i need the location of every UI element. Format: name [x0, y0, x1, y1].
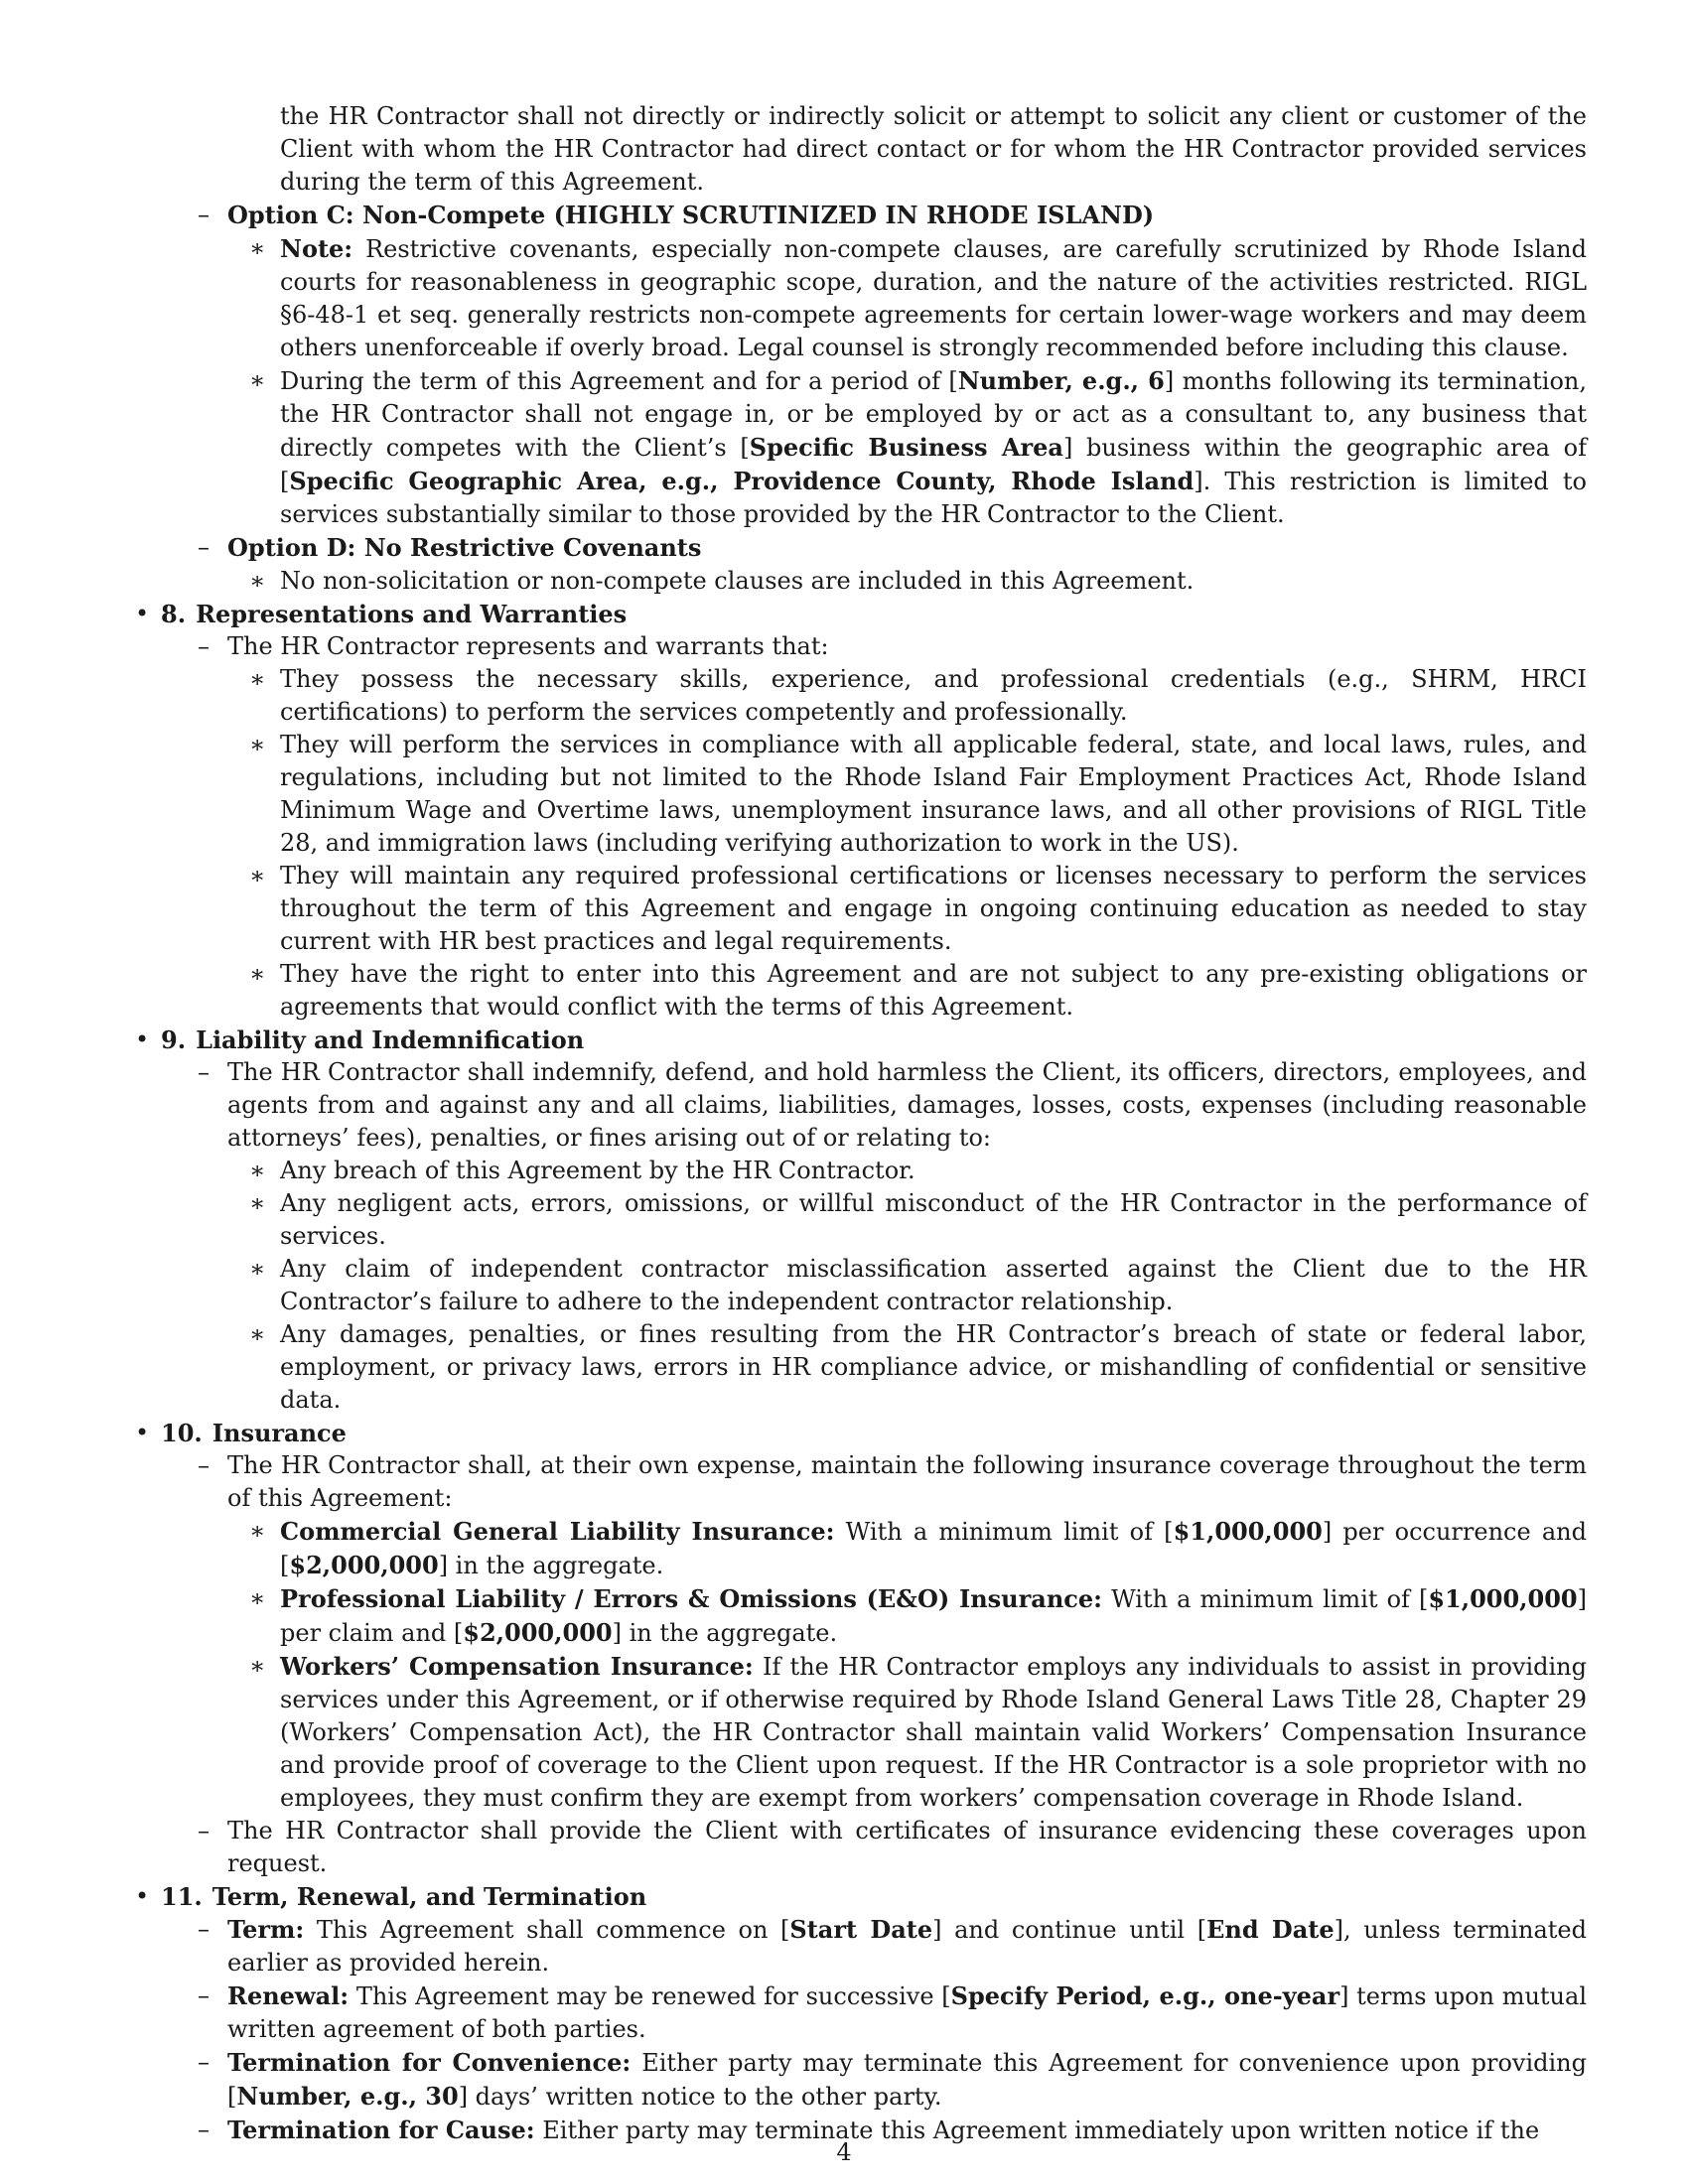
asterisk-marker: ∗ [249, 1255, 266, 1283]
page-number: 4 [836, 2138, 852, 2166]
asterisk-marker: ∗ [249, 567, 266, 595]
option-d-heading: – Option D: No Restrictive Covenants [198, 533, 702, 562]
asterisk-marker: ∗ [249, 960, 266, 988]
asterisk-marker: ∗ [249, 1157, 266, 1184]
section-10-lead: – The HR Contractor shall, at their own expense, maintain the following insurance coverage throughout the term of this Agreement: [198, 1451, 1587, 1512]
dash-marker: – [198, 1451, 210, 1479]
option-c-clause: ∗ During the term of this Agreement and for a period of [Number, e.g., 6] months following its termination, the HR Contractor shall not engage in, or be employed by or act as a consultant to, any business that directly competes with the Client’s [Specific Business Area] business within the geographic area of [Specific Geographic Area, e.g., Providence County, Rhode Island]. This restriction is limited to services substantially similar to those provided by the HR Contractor to the Client. [249, 366, 1588, 528]
insurance-eo: ∗ Professional Liability / Errors & Omissions (E&O) Insurance: With a minimum limit of [$1,000,000] per claim and [$2,000,000] in the aggregate. [249, 1584, 1587, 1647]
asterisk-marker: ∗ [249, 1189, 266, 1217]
insurance-cgl: ∗ Commercial General Liability Insurance: With a minimum limit of [$1,000,000] per occurrence and [$2,000,000] in the aggregate. [249, 1517, 1587, 1579]
dash-marker: – [198, 201, 210, 228]
continuation-paragraph: the HR Contractor shall not directly or indirectly solicit or attempt to solicit any client or customer of the Client with whom the HR Contractor had direct contact or for whom the HR Contractor provided services during the term of this Agreement. [280, 102, 1587, 196]
section-9-item: ∗ Any breach of this Agreement by the HR Contractor. [135, 1155, 1587, 1187]
convenience-clause: – Termination for Convenience: Either party may terminate this Agreement for convenience upon providing [Number, e.g., 30] days’ written notice to the other party. [198, 2048, 1587, 2111]
dash-marker: – [198, 1058, 210, 1086]
option-d-text: ∗ No non-solicitation or non-compete clauses are included in this Agreement. [135, 565, 1587, 598]
bullet-marker: • [135, 1419, 150, 1446]
section-10-certificates: – The HR Contractor shall provide the Client with certificates of insurance evidencing these coverages upon request. [198, 1817, 1587, 1877]
term-clause: – Term: This Agreement shall commence on [Start Date] and continue until [End Date], unless terminated earlier as provided herein. [198, 1915, 1587, 1977]
asterisk-marker: ∗ [249, 1652, 266, 1680]
section-9-lead: – The HR Contractor shall indemnify, defend, and hold harmless the Client, its officers, directors, employees, and agents from and against any and all claims, liabilities, damages, losses, costs, expenses (including reasonable attorneys’ fees), penalties, or fines arising out of or relating to: [198, 1058, 1587, 1152]
asterisk-marker: ∗ [249, 665, 266, 693]
asterisk-marker: ∗ [249, 366, 266, 394]
asterisk-marker: ∗ [249, 1584, 266, 1612]
section-9-item: ∗ Any claim of independent contractor misclassification asserted against the Client due to the HR Contractor’s failure to adhere to the independent contractor relationship. [249, 1255, 1587, 1315]
section-8-heading: • 8. Representations and Warranties [135, 600, 628, 628]
renewal-clause: – Renewal: This Agreement may be renewed for successive [Specify Period, e.g., one-year] terms upon mutual written agreement of both parties. [198, 1981, 1587, 2043]
section-9-item: ∗ Any negligent acts, errors, omissions, or willful misconduct of the HR Contractor in the performance of services. [249, 1189, 1587, 1250]
asterisk-marker: ∗ [249, 1320, 266, 1348]
dash-marker: – [198, 632, 210, 660]
bullet-marker: • [135, 1882, 150, 1910]
asterisk-marker: ∗ [249, 234, 266, 262]
bullet-marker: • [135, 600, 150, 627]
dash-marker: – [198, 1915, 210, 1943]
section-8-lead: – The HR Contractor represents and warrants that: [135, 630, 1587, 663]
asterisk-marker: ∗ [249, 862, 266, 889]
section-8-item: ∗ They have the right to enter into this Agreement and are not subject to any pre-existing obligations or agreements that would conflict with the terms of this Agreement. [249, 960, 1587, 1021]
section-10-heading: • 10. Insurance [135, 1419, 347, 1447]
option-c-note: ∗ Note: Restrictive covenants, especially non-compete clauses, are carefully scrutinized by Rhode Island courts for reasonableness in geographic scope, duration, and the nature of the activities restricted. RIGL §6-48-1 et seq. generally restricts non-compete agreements for certain lower-wage workers and may deem others unenforceable if overly broad. Legal counsel is strongly recommended before including this clause. [249, 234, 1587, 361]
section-9-heading: • 9. Liability and Indemnification [135, 1025, 585, 1054]
section-8-item: ∗ They will perform the services in compliance with all applicable federal, state, and local laws, rules, and regulations, including but not limited to the Rhode Island Fair Employment Practices Act, Rhode Island Minimum Wage and Overtime laws, unemployment insurance laws, and all other provisions of RIGL Title 28, and immigration laws (including verifying authorization to work in the US). [249, 731, 1587, 857]
asterisk-marker: ∗ [249, 731, 266, 758]
dash-marker: – [198, 2048, 210, 2076]
cause-clause: – Termination for Cause: Either party may terminate this Agreement immediately upon written notice if the [198, 2116, 1540, 2144]
asterisk-marker: ∗ [249, 1517, 266, 1545]
section-8-item: ∗ They will maintain any required professional certifications or licenses necessary to perform the services throughout the term of this Agreement and engage in ongoing continuing education as needed to stay current with HR best practices and legal requirements. [249, 862, 1587, 955]
insurance-workers-comp: ∗ Workers’ Compensation Insurance: If the HR Contractor employs any individuals to assist in providing services under this Agreement, or if otherwise required by Rhode Island General Laws Title 28, Chapter 29 (Workers’ Compensation Act), the HR Contractor shall maintain valid Workers’ Compensation Insurance and provide proof of coverage to the Client upon request. If the HR Contractor is a sole proprietor with no employees, they must confirm they are exempt from workers’ compensation coverage in Rhode Island. [249, 1652, 1587, 1812]
section-9-item: ∗ Any damages, penalties, or fines resulting from the HR Contractor’s breach of state or federal labor, employment, or privacy laws, errors in HR compliance advice, or mishandling of confidential or sensitive data. [249, 1320, 1587, 1414]
dash-marker: – [198, 2116, 210, 2143]
dash-marker: – [198, 533, 210, 561]
section-11-heading: • 11. Term, Renewal, and Termination [135, 1882, 647, 1911]
page-content [135, 100, 1587, 2147]
dash-marker: – [198, 1817, 210, 1844]
section-8-item: ∗ They possess the necessary skills, experience, and professional credentials (e.g., SHRM, HRCI certifications) to perform the services competently and professionally. [249, 665, 1587, 726]
option-c-heading: – Option C: Non-Compete (HIGHLY SCRUTINIZED IN RHODE ISLAND) [198, 201, 1155, 229]
bullet-marker: • [135, 1025, 150, 1053]
dash-marker: – [198, 1981, 210, 2009]
